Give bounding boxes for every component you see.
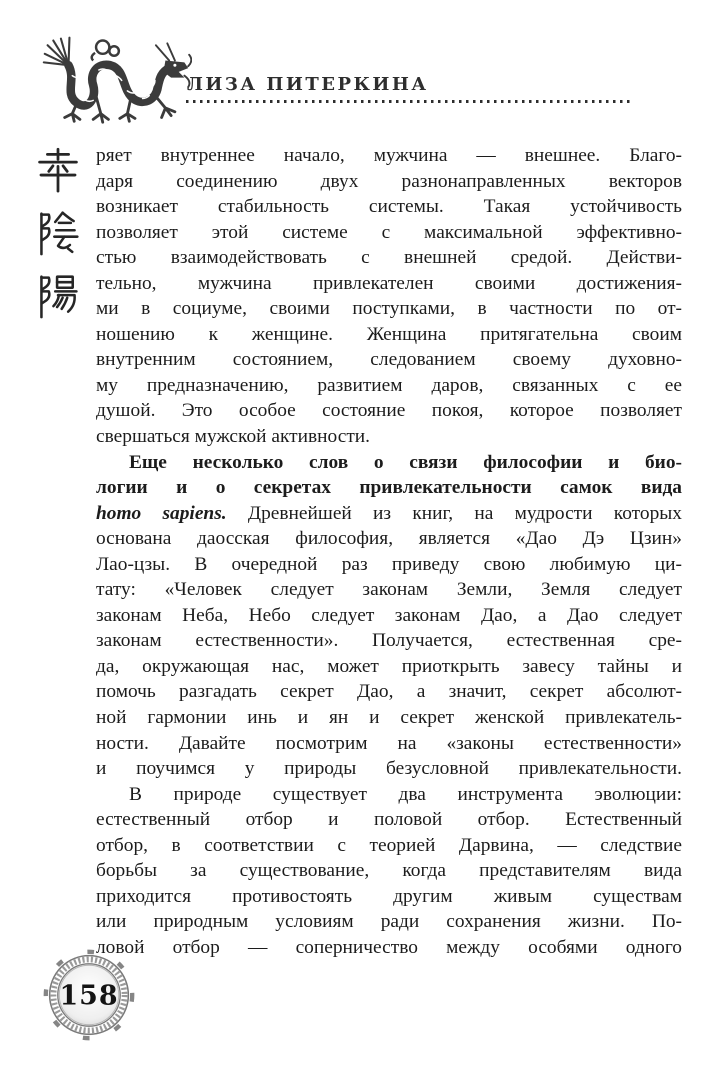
author-header: ЛИЗА ПИТЕРКИНА [187,74,429,95]
text-line: борьбы за существование, когда представителям вида [96,860,682,882]
text-line: или природным условиям ради сохранения жизни. По- [96,911,682,933]
text-line: душой. Это особое состояние покоя, которое позволяет [96,400,682,422]
text-line: позволяет этой системе с максимальной эффективно- [96,221,682,243]
hanzi-xing-icon [35,147,81,193]
text-line: ловой отбор — соперничество между особями одного [96,936,682,958]
text-line: ряет внутреннее начало, мужчина — внешнее. Благо- [96,145,682,166]
hanzi-yang-icon [35,273,81,319]
page-number: 158 [59,980,119,1012]
text-line: ношению к женщине. Женщина притягательна своим [96,323,682,345]
text-line: внутренним состоянием, следованием своему духовно- [96,349,682,371]
hanzi-yin-icon [35,210,81,256]
text-line: отбор, в соответствии с теорией Дарвина, — следствие [96,834,682,856]
text-line: тату: «Человек следует законам Земли, Земля следует [96,579,682,601]
text-line: Лао-цзы. В очередной раз приведу свою любимую ци- [96,553,682,575]
text-line: В природе существует два инструмента эволюции: [129,783,682,805]
text-line: возникает стабильность системы. Такая устойчивость [96,196,682,218]
text-line: му предназначению, развитием даров, связанных с ее [96,374,682,396]
text-line: Еще несколько слов о связи философии и био- [129,451,682,473]
page-number-medallion [41,947,137,1043]
text-line: ности. Давайте посмотрим на «законы естественности» [96,732,682,754]
text-line: помочь разгадать секрет Дао, а значит, секрет абсолют- [96,681,682,703]
margin-hanzi-column [35,147,85,319]
body-text [96,143,682,961]
text-line: ной гармонии инь и ян и секрет женской привлекатель- [96,707,682,729]
text-line: свершаться мужской активности. [96,426,371,448]
text-line: и поучимся у природы безусловной привлекательности. [96,758,682,780]
text-line: тельно, мужчина привлекателен своими достижения- [96,272,682,294]
text-line: законам Неба, Небо следует законам Дао, а Дао следует [96,604,682,626]
text-line: да, окружающая нас, может приоткрыть завесу тайны и [96,655,682,677]
text-line: приходится противостоять другим живым существам [96,885,682,907]
text-line: homo sapiens. Древнейшей из книг, на мудрости которых [96,502,682,524]
text-line: стью взаимодействовать с внешней средой. Действи- [96,247,682,269]
text-line: ми в социуме, своими поступками, в частности по от- [96,298,682,320]
text-line: естественный отбор и половой отбор. Естественный [96,809,682,831]
text-line: основана даосская философия, является «Дао Дэ Цзин» [96,528,682,550]
text-line: законам естественности». Получается, естественная сре- [96,630,682,652]
dragon-icon [40,33,192,125]
text-line: логии и о секретах привлекательности самок вида [96,477,682,499]
header-dotted-divider [186,100,631,103]
text-line: даря соединению двух разнонаправленных векторов [96,170,682,192]
